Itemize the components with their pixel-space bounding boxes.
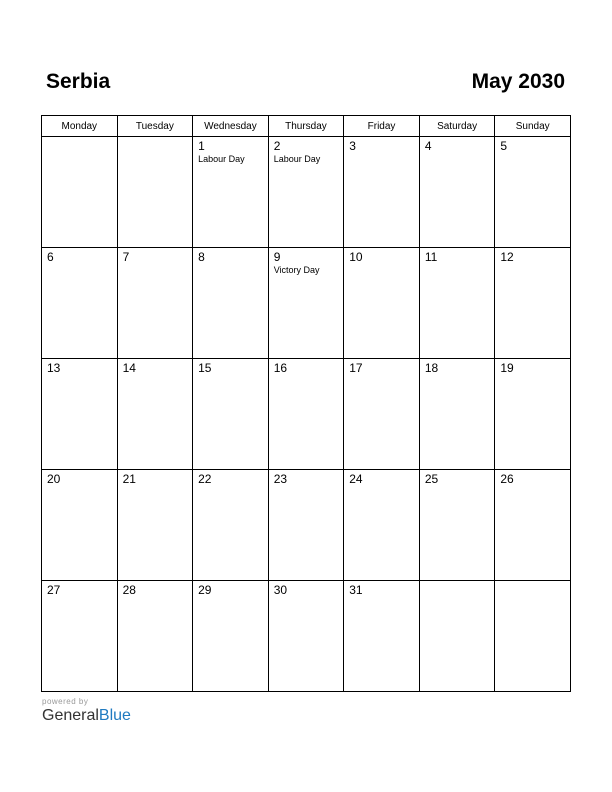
day-cell (42, 248, 118, 359)
day-cell-content (495, 470, 570, 486)
day-cell (117, 248, 193, 359)
weekday-saturday: Saturday (419, 116, 495, 137)
day-cell-content (420, 359, 495, 375)
day-cell (193, 248, 269, 359)
calendar-grid (41, 115, 571, 692)
day-cell (42, 470, 118, 581)
day-number: 27 (47, 583, 61, 597)
day-cell (495, 137, 571, 248)
day-cell-content (344, 137, 419, 153)
generalblue-logo (42, 707, 131, 725)
day-number: 22 (198, 472, 212, 486)
day-number: 3 (349, 139, 356, 153)
day-cell-content (193, 137, 268, 165)
day-number: 11 (424, 250, 438, 264)
day-cell (117, 137, 193, 248)
day-cell-content (495, 581, 570, 584)
weekday-header-row (42, 116, 571, 137)
day-number: 14 (122, 361, 136, 375)
day-cell-content (118, 470, 193, 486)
day-cell (419, 248, 495, 359)
day-cell-content (118, 581, 193, 597)
brand-general: General (42, 707, 99, 724)
day-number: 25 (424, 472, 439, 486)
day-cell-content (344, 581, 419, 597)
day-cell-content (42, 470, 117, 486)
day-cell-content (344, 470, 419, 486)
weekday-thursday: Thursday (268, 116, 344, 137)
day-cell (495, 359, 571, 470)
day-cell (193, 359, 269, 470)
footer-branding (42, 697, 131, 725)
day-number: 21 (122, 472, 136, 486)
day-cell (495, 248, 571, 359)
day-cell-content (193, 470, 268, 486)
day-cell (344, 359, 420, 470)
day-cell-content (344, 359, 419, 375)
day-cell-content (193, 581, 268, 597)
day-cell-content (420, 137, 495, 153)
day-cell (344, 248, 420, 359)
day-cell (268, 359, 344, 470)
day-number: 20 (47, 472, 61, 486)
day-number: 29 (198, 583, 212, 597)
weekday-friday: Friday (344, 116, 420, 137)
day-cell (42, 581, 118, 692)
day-cell-content (269, 248, 344, 276)
day-number: 13 (47, 361, 61, 375)
day-cell (42, 359, 118, 470)
day-number: 1 (198, 139, 205, 153)
day-number: 31 (349, 583, 363, 597)
holiday-label: Labour Day (198, 154, 245, 164)
day-cell (193, 470, 269, 581)
day-cell (117, 581, 193, 692)
day-cell-content (269, 137, 344, 165)
day-number: 16 (273, 361, 288, 375)
day-cell (193, 137, 269, 248)
day-cell-content (495, 248, 570, 264)
day-cell-content (42, 137, 117, 140)
day-number: 6 (47, 250, 54, 264)
day-number: 9 (273, 250, 281, 264)
week-row (42, 248, 571, 359)
day-cell (193, 581, 269, 692)
day-cell (42, 137, 118, 248)
week-row (42, 470, 571, 581)
brand-blue: Blue (98, 707, 131, 724)
day-number: 19 (500, 361, 514, 375)
weekday-sunday: Sunday (495, 116, 571, 137)
day-number: 18 (424, 361, 439, 375)
holiday-label: Victory Day (273, 265, 320, 275)
holiday-label: Labour Day (273, 154, 321, 164)
day-cell-content (42, 359, 117, 375)
day-cell (419, 359, 495, 470)
day-number: 12 (500, 250, 514, 264)
month-year-title: May 2030 (471, 70, 565, 93)
day-cell-content (118, 359, 193, 375)
week-row (42, 581, 571, 692)
day-cell (344, 581, 420, 692)
day-number: 7 (122, 250, 130, 264)
day-number: 4 (424, 139, 432, 153)
week-row (42, 359, 571, 470)
day-cell (117, 470, 193, 581)
weekday-wednesday: Wednesday (193, 116, 269, 137)
day-cell (268, 470, 344, 581)
weekday-monday: Monday (42, 116, 118, 137)
day-cell-content (42, 581, 117, 597)
day-number: 10 (349, 250, 363, 264)
day-cell (495, 470, 571, 581)
day-cell-content (118, 248, 193, 264)
day-cell-content (420, 248, 495, 264)
day-cell-content (269, 470, 344, 486)
day-cell-content (118, 137, 193, 140)
day-cell (344, 137, 420, 248)
day-cell (419, 581, 495, 692)
day-cell-content (420, 581, 495, 584)
day-number: 2 (273, 139, 281, 153)
day-number: 23 (273, 472, 288, 486)
day-cell (419, 470, 495, 581)
day-cell-content (420, 470, 495, 486)
day-number: 30 (273, 583, 288, 597)
day-cell (344, 470, 420, 581)
day-number: 5 (500, 139, 508, 153)
day-number: 15 (198, 361, 212, 375)
weekday-tuesday: Tuesday (117, 116, 193, 137)
day-cell-content (193, 248, 268, 264)
day-cell (268, 137, 344, 248)
day-cell-content (495, 359, 570, 375)
day-number: 28 (122, 583, 136, 597)
day-cell (268, 581, 344, 692)
day-number: 26 (500, 472, 514, 486)
day-number: 24 (349, 472, 363, 486)
day-number: 17 (349, 361, 363, 375)
day-cell (419, 137, 495, 248)
day-cell-content (344, 248, 419, 264)
day-number: 8 (198, 250, 205, 264)
day-cell (117, 359, 193, 470)
day-cell-content (495, 137, 570, 153)
powered-by-label: powered by (42, 697, 89, 706)
day-cell-content (269, 581, 344, 597)
day-cell (268, 248, 344, 359)
day-cell-content (193, 359, 268, 375)
week-row (42, 137, 571, 248)
day-cell-content (269, 359, 344, 375)
day-cell (495, 581, 571, 692)
day-cell-content (42, 248, 117, 264)
country-title: Serbia (46, 70, 111, 93)
